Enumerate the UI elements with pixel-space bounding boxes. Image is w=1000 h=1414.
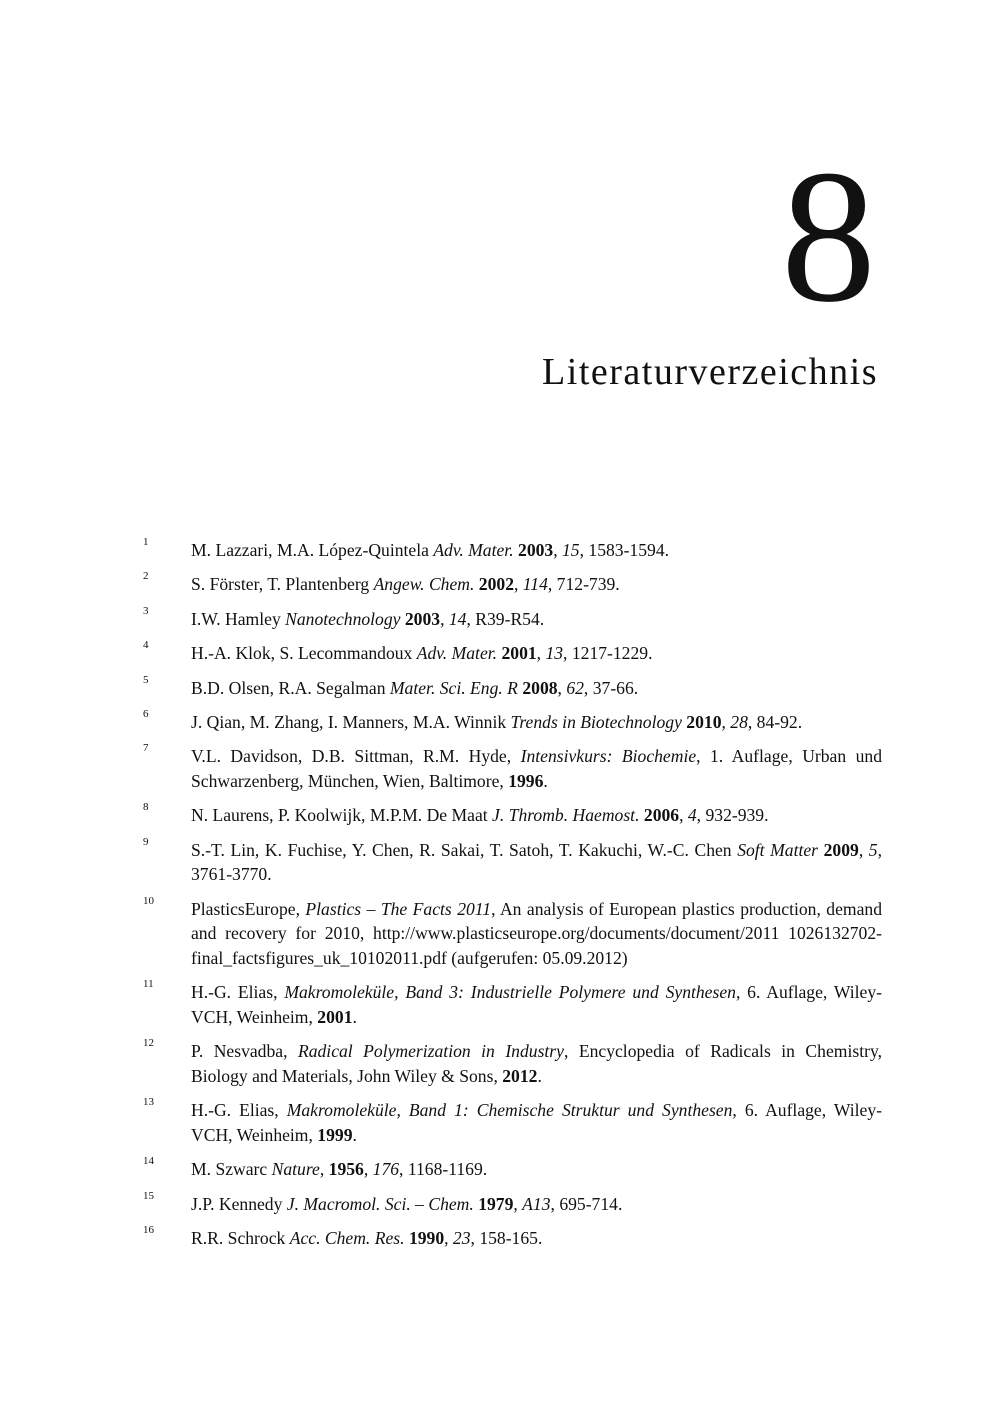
reference-text: [191, 746, 882, 791]
reference-segment: , 1217-1229.: [563, 643, 653, 664]
reference-text: [191, 574, 620, 594]
reference-italic: 23: [452, 1228, 471, 1249]
reference-number: 11: [143, 978, 154, 991]
reference-italic: 5: [868, 839, 878, 860]
reference-year: 2006: [643, 805, 680, 826]
reference-text: [191, 1194, 622, 1214]
reference-text: [191, 1100, 882, 1145]
reference-segment: , Encyclopedia of Radicals in Chemistry, Biology and Materials, John Wiley & Sons,: [191, 1041, 882, 1086]
reference-segment: , An analysis of European plastics production, demand and recovery for 2010, http://www.plasticseurope.org/documents/document/2011 1026132702-final_factsfigures_uk_10102011.pdf (aufgerufen: 05.09.2012): [191, 898, 882, 968]
reference-segment: ,: [363, 1159, 373, 1180]
reference-segment: B.D. Olsen, R.A. Segalman: [191, 677, 390, 698]
reference-year: 1999: [317, 1124, 353, 1145]
reference-segment: , 712-739.: [547, 574, 620, 595]
reference-segment: H.-A. Klok, S. Lecommandoux: [191, 643, 417, 664]
reference-item: [140, 707, 882, 735]
reference-item: [140, 1226, 882, 1251]
reference-segment: ,: [444, 1228, 453, 1249]
reference-segment: ,: [553, 540, 562, 560]
reference-item: [140, 744, 882, 793]
reference-item: [140, 538, 882, 563]
reference-segment: M. Szwarc: [191, 1159, 272, 1180]
reference-italic: 114: [522, 574, 548, 595]
reference-italic: Radical Polymerization in Industry: [297, 1041, 564, 1062]
reference-year: 2001: [317, 1006, 353, 1027]
reference-number: 2: [143, 570, 149, 583]
reference-list: [140, 538, 882, 1260]
reference-number: 13: [143, 1096, 154, 1109]
reference-year: 2001: [501, 643, 537, 664]
reference-year: 1996: [508, 770, 544, 791]
reference-item: [140, 1189, 882, 1217]
reference-segment: , 1. Auflage, Urban und Schwarzenberg, München, Wien, Baltimore,: [191, 746, 883, 791]
reference-segment: ,: [513, 574, 523, 595]
reference-item: [140, 980, 882, 1029]
reference-item: [140, 835, 882, 887]
reference-italic: Trends in Biotechnology: [510, 711, 682, 732]
reference-segment: M. Lazzari, M.A. López-Quintela: [191, 540, 434, 560]
reference-segment: S. Förster, T. Plantenberg: [191, 574, 374, 595]
reference-year: 2003: [404, 608, 441, 629]
reference-segment: .: [537, 1065, 542, 1086]
reference-segment: ,: [513, 1193, 523, 1214]
reference-text: [191, 1041, 882, 1086]
chapter-title: Literaturverzeichnis: [542, 351, 878, 393]
reference-segment: V.L. Davidson, D.B. Sittman, R.M. Hyde,: [191, 746, 521, 767]
reference-number: 8: [143, 801, 149, 814]
reference-segment: , 3761-3770.: [191, 839, 882, 885]
reference-italic: Acc. Chem. Res.: [289, 1228, 405, 1249]
reference-italic: Makromoleküle, Band 3: Industrielle Polymere und Synthesen: [284, 982, 736, 1003]
reference-italic: Angew. Chem.: [373, 574, 475, 595]
reference-segment: ,: [319, 1159, 329, 1180]
reference-italic: 15: [562, 540, 580, 560]
reference-italic: Makromoleküle, Band 1: Chemische Struktur und Synthesen: [286, 1100, 733, 1121]
reference-segment: ,: [440, 608, 449, 629]
reference-year: 2008: [522, 677, 558, 698]
reference-item: [140, 894, 882, 971]
reference-italic: Adv. Mater.: [416, 643, 498, 664]
reference-segment: H.-G. Elias,: [191, 982, 285, 1003]
reference-segment: , 84-92.: [747, 711, 803, 732]
reference-segment: H.-G. Elias,: [191, 1100, 287, 1121]
reference-number: 14: [143, 1155, 154, 1168]
reference-year: 2003: [518, 540, 554, 560]
reference-segment: , 6. Auflage, Wiley-VCH, Weinheim,: [191, 1100, 882, 1145]
reference-segment: PlasticsEurope,: [191, 898, 306, 919]
reference-year: 2009: [823, 839, 859, 860]
reference-number: 5: [143, 673, 149, 686]
reference-year: 1990: [408, 1228, 445, 1249]
reference-text: [191, 840, 882, 885]
reference-segment: S.-T. Lin, K. Fuchise, Y. Chen, R. Sakai, T. Satoh, T. Kakuchi, W.-C. Chen: [191, 839, 738, 860]
reference-segment: .: [543, 770, 548, 791]
reference-text: [191, 805, 769, 825]
reference-italic: 14: [448, 608, 467, 629]
reference-segment: , 932-939.: [696, 805, 769, 826]
reference-italic: J. Thromb. Haemost.: [492, 805, 640, 826]
reference-number: 16: [143, 1224, 154, 1237]
reference-item: [140, 641, 882, 666]
reference-year: 1956: [328, 1159, 364, 1180]
reference-text: [191, 643, 652, 663]
reference-item: [140, 604, 882, 632]
reference-text: [191, 609, 544, 629]
reference-number: 3: [143, 604, 149, 617]
reference-italic: 28: [730, 711, 748, 732]
reference-segment: , 6. Auflage, Wiley-VCH, Weinheim,: [191, 982, 882, 1027]
reference-item: [140, 673, 882, 701]
reference-segment: , R39-R54.: [466, 608, 545, 629]
reference-text: [191, 1159, 487, 1179]
reference-segment: ,: [536, 643, 546, 664]
reference-year: 2012: [502, 1065, 538, 1086]
reference-year: 2010: [686, 711, 722, 732]
reference-italic: 62: [566, 677, 584, 698]
reference-segment: , 1583-1594.: [579, 540, 670, 560]
reference-text: [191, 712, 802, 732]
reference-italic: J. Macromol. Sci. – Chem.: [286, 1193, 474, 1214]
reference-number: 12: [143, 1037, 154, 1050]
reference-segment: , 695-714.: [550, 1193, 623, 1214]
reference-item: [140, 1157, 882, 1182]
reference-text: [191, 1228, 542, 1248]
reference-segment: I.W. Hamley: [191, 608, 286, 629]
reference-number: 10: [143, 894, 154, 907]
chapter-number: 8: [781, 132, 876, 342]
reference-italic: Nature: [271, 1159, 320, 1180]
reference-italic: A13: [522, 1193, 551, 1214]
reference-item: [140, 1039, 882, 1088]
reference-italic: Adv. Mater.: [433, 540, 514, 560]
reference-segment: J. Qian, M. Zhang, I. Manners, M.A. Winnik: [191, 711, 511, 732]
reference-text: [191, 899, 882, 968]
reference-segment: N. Laurens, P. Koolwijk, M.P.M. De Maat: [191, 805, 493, 826]
reference-text: [191, 982, 882, 1027]
reference-text: [191, 678, 638, 698]
reference-italic: Plastics – The Facts 2011: [305, 898, 492, 919]
reference-segment: .: [352, 1006, 357, 1027]
reference-italic: Soft Matter: [737, 839, 819, 860]
reference-text: [191, 540, 669, 560]
reference-number: 4: [143, 639, 149, 652]
reference-item: [140, 572, 882, 597]
reference-segment: , 1168-1169.: [399, 1159, 488, 1180]
reference-segment: ,: [557, 677, 567, 698]
reference-year: 2002: [478, 574, 514, 595]
reference-segment: .: [352, 1124, 357, 1145]
reference-italic: 4: [687, 805, 697, 826]
reference-italic: Intensivkurs: Biochemie: [520, 746, 697, 767]
reference-year: 1979: [478, 1193, 514, 1214]
reference-segment: ,: [858, 839, 869, 860]
reference-segment: ,: [679, 805, 688, 826]
reference-italic: 176: [372, 1159, 400, 1180]
reference-number: 15: [143, 1189, 154, 1202]
reference-italic: Mater. Sci. Eng. R: [389, 677, 518, 698]
reference-italic: 13: [545, 643, 564, 664]
reference-number: 7: [143, 742, 149, 755]
reference-segment: J.P. Kennedy: [191, 1193, 287, 1214]
reference-segment: , 37-66.: [583, 677, 639, 698]
reference-item: [140, 803, 882, 828]
reference-segment: P. Nesvadba,: [191, 1041, 298, 1062]
reference-segment: , 158-165.: [470, 1228, 543, 1249]
reference-item: [140, 1098, 882, 1147]
reference-number: 6: [143, 707, 149, 720]
reference-segment: R.R. Schrock: [191, 1228, 290, 1249]
reference-number: 1: [143, 536, 149, 548]
reference-segment: ,: [721, 711, 731, 732]
reference-number: 9: [143, 835, 149, 848]
reference-italic: Nanotechnology: [285, 608, 401, 629]
